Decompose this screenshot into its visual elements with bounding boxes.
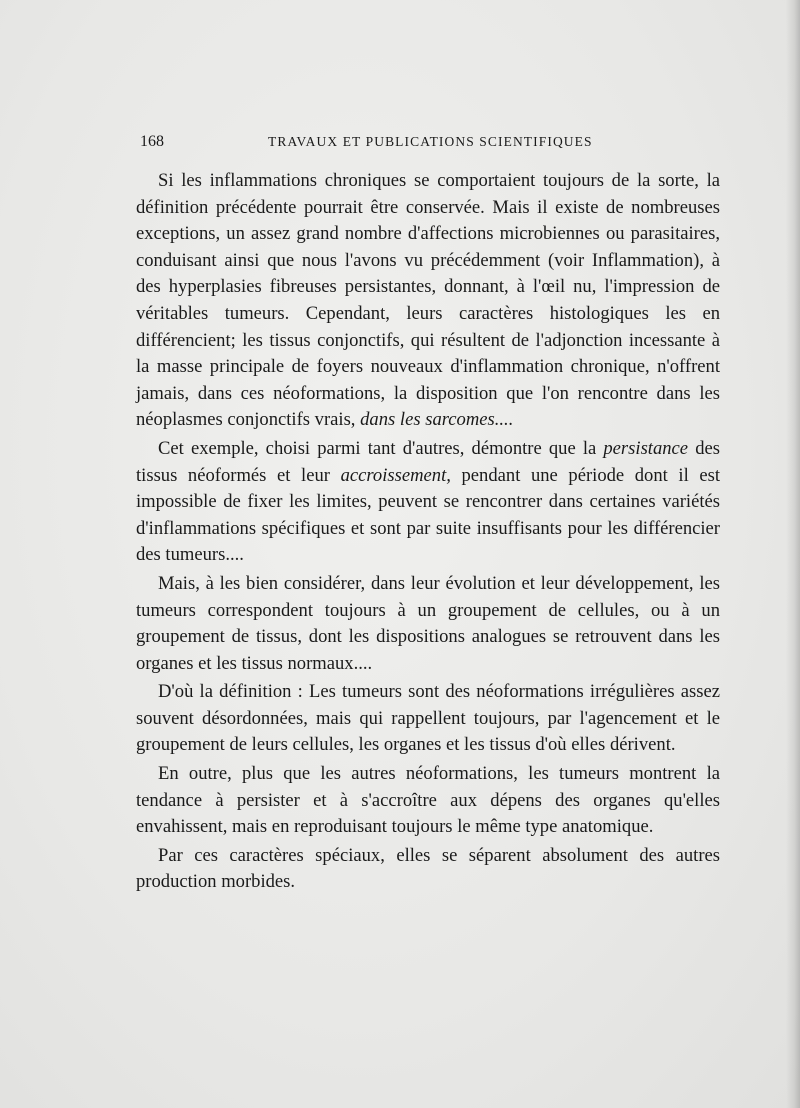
paragraph-1-italic: dans les sarcomes.... [360,409,514,431]
paragraph-1-text: Si les inflammations chroniques se comportaient toujours de la sorte, la définition précédente pourrait être conservée. Mais il existe de nombreuses exceptions, un assez grand nombre d'affections microbiennes ou parasitaires, conduisant ainsi que nous l'avons vu précédemment (voir Inflammation), à des hyperplasies fibreuses persistantes, donnant, à l'œil nu, l'impression de véritables tumeurs. Cependant, leurs caractères histologiques les en différencient; les tissus conjonctifs, qui résultent de l'adjonction incessante à la masse principale de foyers nouveaux d'inflammation chronique, n'offrent jamais, dans ces néoformations, la disposition que l'on rencontre dans les néoplasmes conjonctifs vrais, [136,170,720,431]
paragraph-3: Mais, à les bien considérer, dans leur évolution et leur développement, les tumeurs correspondent toujours à un groupement de cellules, ou à un groupement de tissus, dont les dispositions analogues se retrouvent dans les organes et les tissus normaux.... [136,572,720,674]
page-number: 168 [140,133,164,150]
paragraph-6: Par ces caractères spéciaux, elles se séparent absolument des autres production morbides. [136,844,720,893]
paragraph-2-italic-accroissement: accroissement, [340,464,451,486]
paragraph-2-part2: des tissus néoformés et leur [136,437,720,486]
page-header [140,133,722,155]
paragraph-2-part3: pendant une période dont il est impossible de fixer les limites, peuvent se rencontrer dans certaines variétés d'inflammations spécifiques et sont par suite insuffisants pour les différencier des tumeurs.... [136,464,721,566]
paragraph-4: D'où la définition : Les tumeurs sont des néoformations irrégulières assez souvent désordonnées, mais qui rappellent toujours, par l'agencement et le groupement de leurs cellules, les organes et les tissus d'où elles dérivent. [136,681,720,756]
page-edge-shadow [786,0,800,1108]
paragraph-1 [136,168,720,434]
paragraph-2 [136,436,720,569]
paragraph-5: En outre, plus que les autres néoformations, les tumeurs montrent la tendance à persister et à s'accroître aux dépens des organes qu'elles envahissent, mais en reproduisant toujours le même type anatomique. [136,763,720,838]
body-text [136,168,720,896]
paragraph-2-italic-persistance: persistance [603,437,689,459]
running-title: TRAVAUX ET PUBLICATIONS SCIENTIFIQUES [268,134,593,149]
paragraph-2-part1: Cet exemple, choisi parmi tant d'autres, démontre que la [158,437,597,459]
